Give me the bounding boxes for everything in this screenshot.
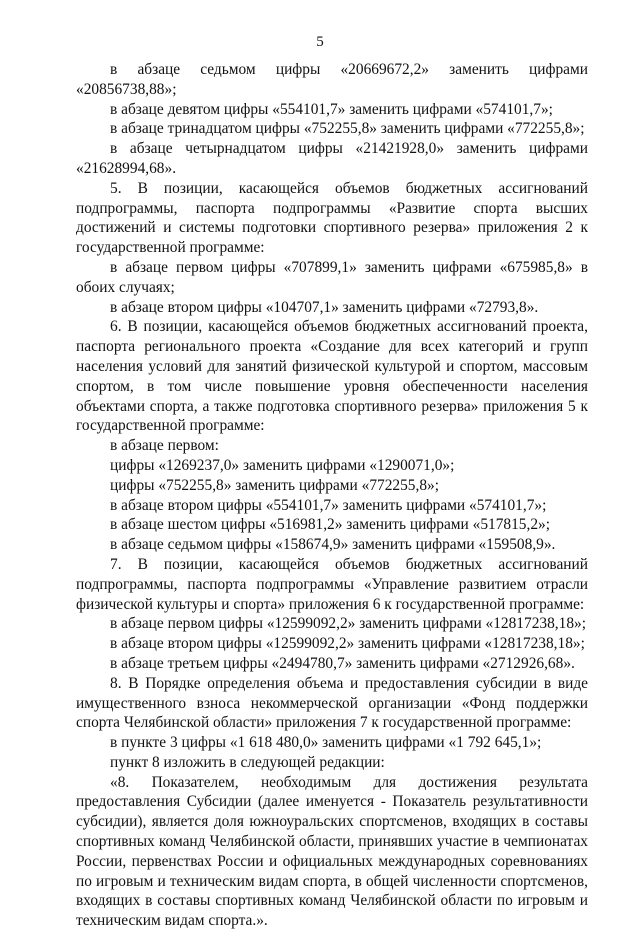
paragraph: в абзаце шестом цифры «516981,2» заменить цифрами «517815,2»; xyxy=(110,516,551,534)
paragraph: в абзаце четырнадцатом цифры «21421928,0» заменить цифрами «21628994,68». xyxy=(76,140,588,177)
paragraph: «8. Показателем, необходимым для достижения результата предоставления Субсидии (далее именуется - Показатель результативности субсидии), является доля южноуральских спортсменов, входящих в составы спортивных команд Челябинской области, принявших участие в чемпионатах России, первенствах России и официальных международных соревнованиях по игровым и техническим видам спорта, в общей численности спортсменов, входящих в составы спортивных команд Челябинской области по игровым и техническим видам спорта.». xyxy=(76,773,588,930)
paragraph: в абзаце первом цифры «707899,1» заменить цифрами «675985,8» в обоих случаях; xyxy=(76,258,588,296)
paragraph: в абзаце первом: xyxy=(110,437,219,455)
page-number: 5 xyxy=(316,34,324,50)
paragraph: цифры «1269237,0» заменить цифрами «1290071,0»; xyxy=(110,456,455,474)
paragraph: в абзаце седьмом цифры «158674,9» заменить цифрами «159508,9». xyxy=(110,536,556,554)
paragraph: 5. В позиции, касающейся объемов бюджетных ассигнований подпрограммы, паспорта подпрограммы «Развитие спорта высших достижений и системы подготовки спортивного резерва» приложения 2 к государственной программе: xyxy=(76,179,588,257)
paragraph: в абзаце тринадцатом цифры «752255,8» заменить цифрами «772255,8»; xyxy=(110,120,585,138)
paragraph: в абзаце девятом цифры «554101,7» заменить цифрами «574101,7»; xyxy=(110,100,553,118)
paragraph: в абзаце третьем цифры «2494780,7» заменить цифрами «2712926,68». xyxy=(110,654,575,672)
paragraph: 7. В позиции, касающейся объемов бюджетных ассигнований подпрограммы, паспорта подпрограммы «Управление развитием отрасли физической культуры и спорта» приложения 6 к государственной программе: xyxy=(76,555,588,613)
paragraph: в абзаце седьмом цифры «20669672,2» заменить цифрами «20856738,88»; xyxy=(76,61,588,98)
paragraph: в абзаце втором цифры «104707,1» заменить цифрами «72793,8». xyxy=(110,298,539,316)
paragraph: 6. В позиции, касающейся объемов бюджетных ассигнований проекта, паспорта регионального проекта «Создание для всех категорий и групп населения условий для занятий физической культурой и спортом, массовым спортом, в том числе повышение уровня обеспеченности населения объектами спорта, а также подготовка спортивного резерва» приложения 5 к государственной программе: xyxy=(76,318,588,435)
paragraph: пункт 8 изложить в следующей редакции: xyxy=(110,753,385,771)
paragraph: в абзаце втором цифры «554101,7» заменить цифрами «574101,7»; xyxy=(110,496,547,514)
paragraph: 8. В Порядке определения объема и предоставления субсидии в виде имущественного взноса некоммерческой организации «Фонд поддержки спорта Челябинской области» приложения 7 к государственной программе: xyxy=(76,674,588,732)
paragraph: в абзаце втором цифры «12599092,2» заменить цифрами «12817238,18»; xyxy=(110,635,585,653)
paragraph: в абзаце первом цифры «12599092,2» заменить цифрами «12817238,18»; xyxy=(110,615,586,633)
document-body xyxy=(76,60,588,931)
paragraph: в пункте 3 цифры «1 618 480,0» заменить цифрами «1 792 645,1»; xyxy=(110,734,542,752)
paragraph: цифры «752255,8» заменить цифрами «772255,8»; xyxy=(110,476,440,494)
